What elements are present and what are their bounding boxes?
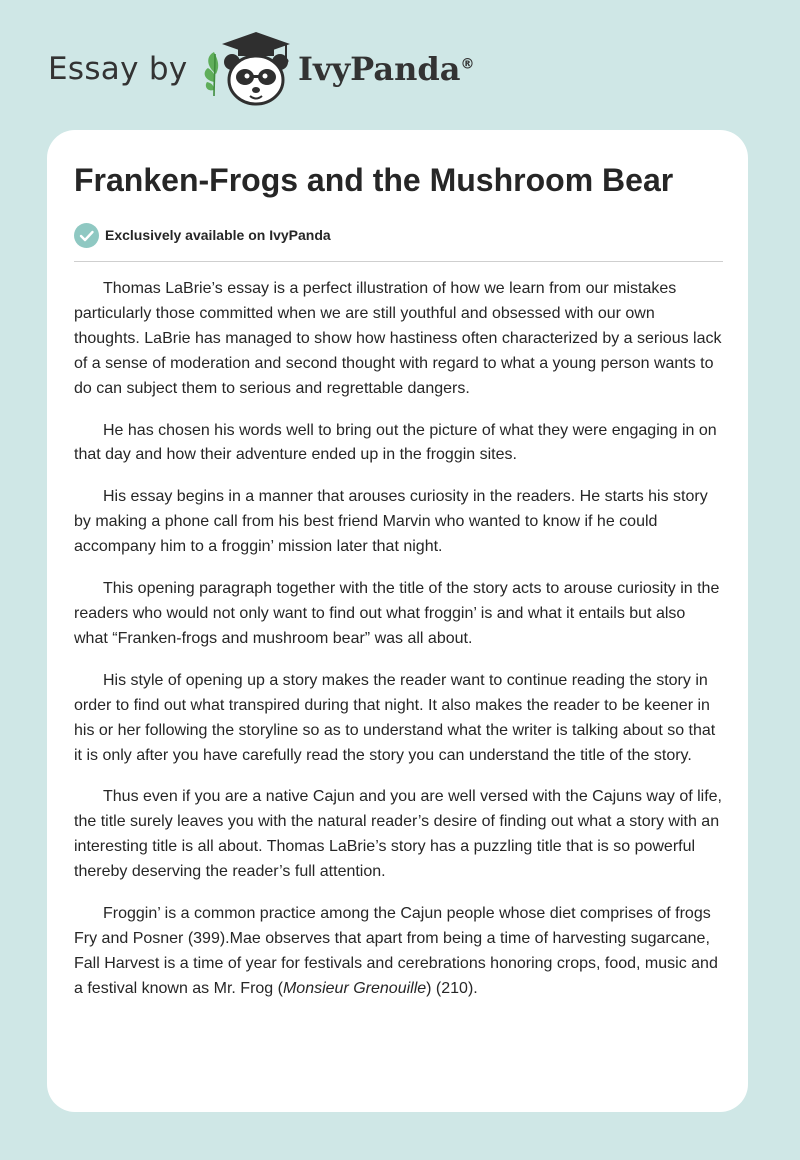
- page-title: Franken-Frogs and the Mushroom Bear: [74, 162, 674, 198]
- essay-body: [74, 277, 723, 1019]
- italic-term: Monsieur Grenouille: [282, 979, 427, 997]
- paragraph: Thus even if you are a native Cajun and you are well versed with the Cajuns way of life, the title surely leaves you with the natural reader’s desire of finding out what a story with an interesting title is all about. Thomas LaBrie’s story has a puzzling title that is so powerful thereby deserving the reader’s full attention.: [74, 788, 722, 881]
- paragraph: His style of opening up a story makes the reader want to continue reading the story in order to find out what transpired during that night. It also makes the reader to be keener in his or her following the storyline so as to understand what the writer is talking about so that it is only after you have carefully read the story you can understand the title of the story.: [74, 671, 716, 764]
- paragraph: He has chosen his words well to bring out the picture of what they were engaging in on that day and how their adventure ended up in the froggin sites.: [74, 421, 717, 464]
- panda-logo-icon: [198, 30, 294, 110]
- check-circle-icon: [74, 223, 99, 248]
- paragraph-text: Froggin’ is a common practice among the Cajun people whose diet comprises of frogs Fry and Posner (399).Mae observes that apart from being a time of harvesting sugarcane, Fall Harvest is a time of year for festivals and cerebrations honoring crops, food, music and a festival known as Mr. Frog (: [74, 905, 718, 997]
- brand-name-text: IvyPanda: [298, 50, 461, 88]
- brand-name: [298, 50, 474, 88]
- registered-mark: ®: [460, 56, 475, 73]
- exclusive-badge: [74, 222, 331, 248]
- paragraph-text: ) (210).: [426, 979, 478, 997]
- site-brand[interactable]: [48, 30, 508, 110]
- leaf-icon: [205, 52, 219, 96]
- exclusive-label: Exclusively available on IvyPanda: [105, 227, 331, 243]
- paragraph: [74, 902, 723, 1002]
- divider: [74, 261, 723, 262]
- paragraph: His essay begins in a manner that arouses curiosity in the readers. He starts his story by making a phone call from his best friend Marvin who wanted to know if he could accompany him to a froggin’ mission later that night.: [74, 488, 708, 556]
- paragraph: This opening paragraph together with the title of the story acts to arouse curiosity in the readers who would not only want to find out what froggin’ is and what it entails but also what “Franken-frogs and mushroom bear” was all about.: [74, 580, 720, 647]
- paragraph: Thomas LaBrie’s essay is a perfect illustration of how we learn from our mistakes particularly those committed when we are still youthful and obsessed with our own thoughts. LaBrie has managed to show how hastiness often characterized by a serious lack of a sense of moderation and second thought with regard to what a young person wants to do can subject them to serious and regrettable dangers.: [74, 280, 722, 397]
- essay-card: [47, 130, 748, 1112]
- essay-by-label: Essay by: [48, 51, 188, 87]
